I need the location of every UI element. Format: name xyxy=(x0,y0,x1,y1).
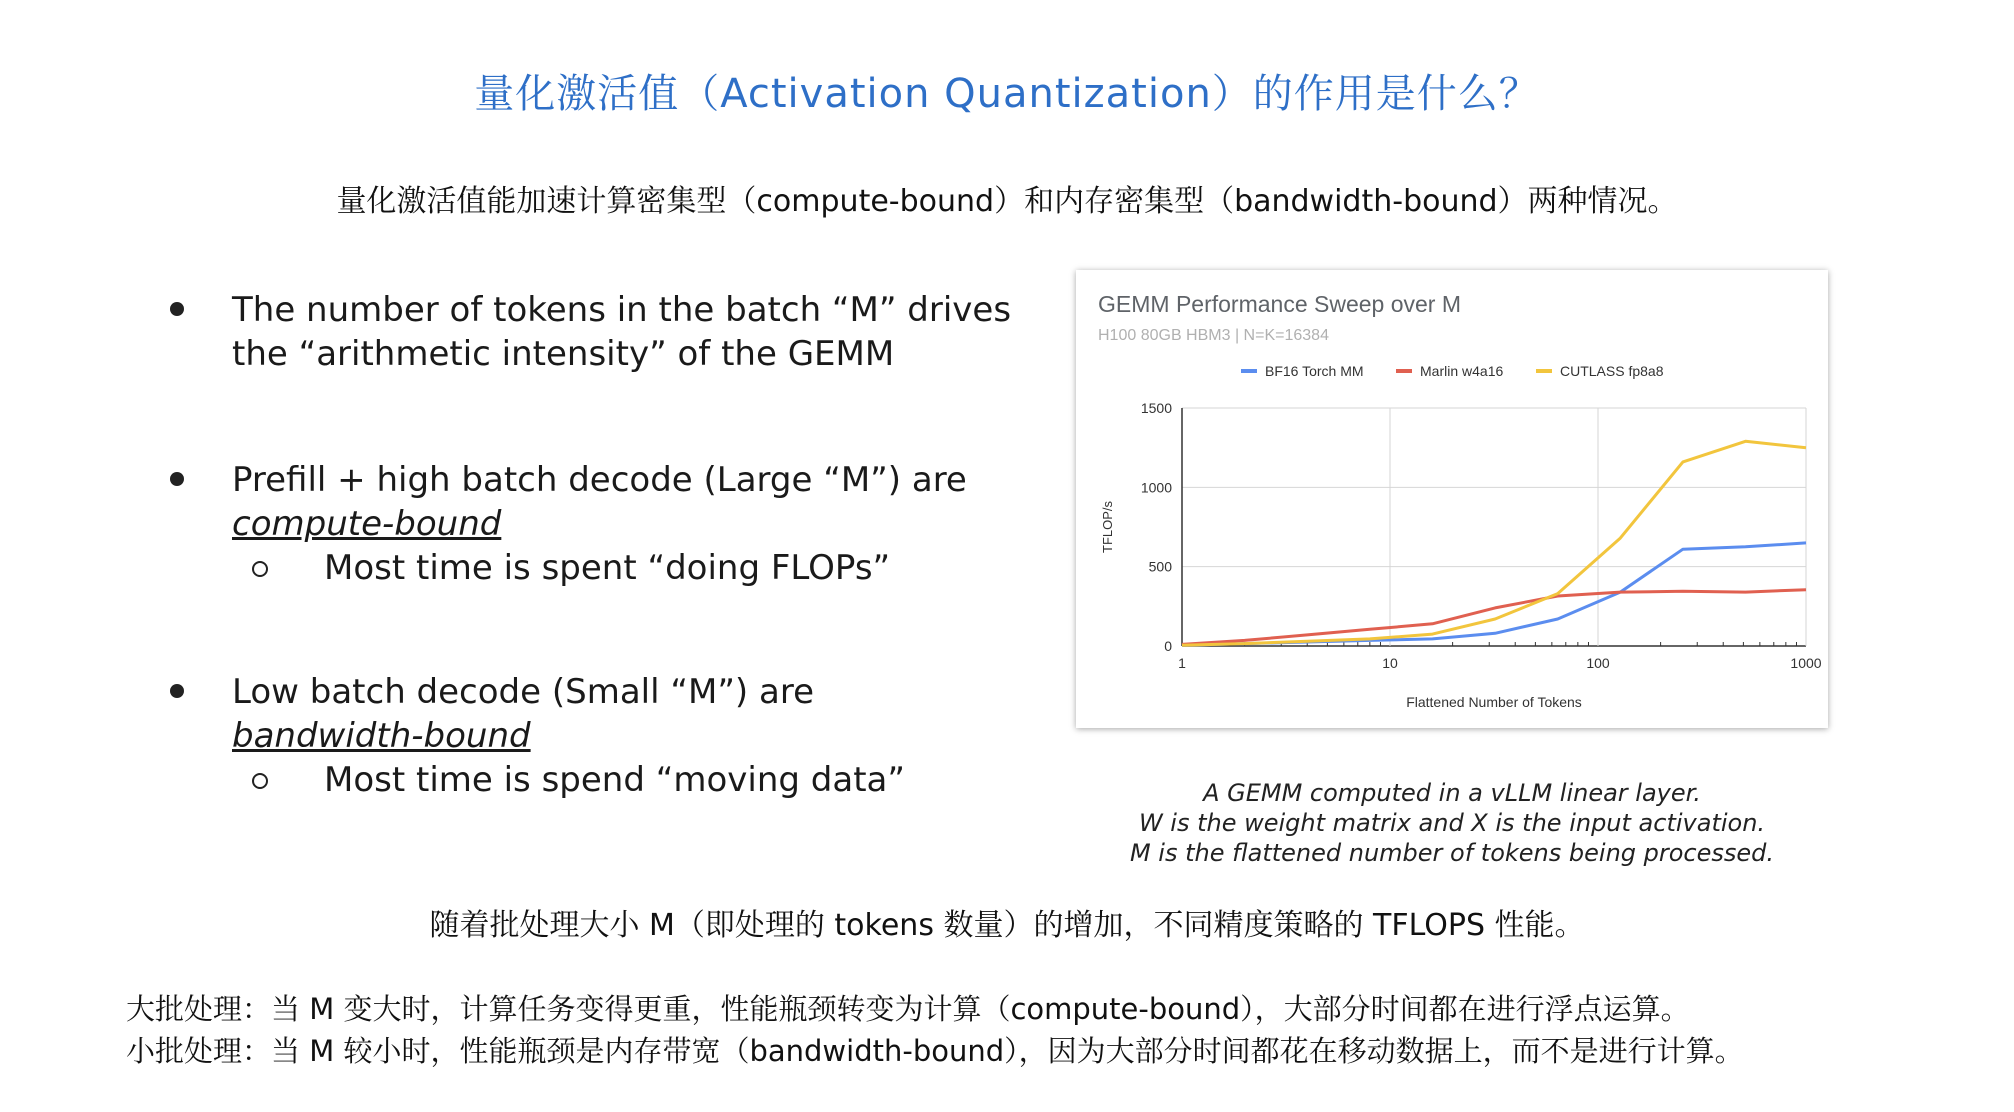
sub-bullet xyxy=(232,546,967,590)
caption-line: M is the flattened number of tokens being processed. xyxy=(1129,839,1775,867)
series-line xyxy=(1182,590,1806,645)
gemm-chart xyxy=(1076,270,1828,728)
bullet-text: The number of tokens in the batch “M” drives the “arithmetic intensity” of the GEMM xyxy=(232,290,1012,374)
legend-label: Marlin w4a16 xyxy=(1420,363,1504,379)
caption-line: W is the weight matrix and X is the input activation. xyxy=(1138,809,1766,837)
y-tick-label: 1500 xyxy=(1140,400,1172,416)
series-line xyxy=(1182,441,1806,645)
y-tick-label: 500 xyxy=(1148,558,1172,575)
figure-caption xyxy=(1076,778,1828,868)
sub-bullet-ring xyxy=(252,561,268,577)
x-axis-label: Flattened Number of Tokens xyxy=(1406,694,1582,710)
caption-line: A GEMM computed in a vLLM linear layer. xyxy=(1203,779,1701,807)
sub-bullet-text: Most time is spend “moving data” xyxy=(324,760,905,800)
y-tick-label: 0 xyxy=(1164,638,1172,654)
y-axis-label: TFLOP/s xyxy=(1100,500,1115,554)
page-subtitle: 量化激活值能加速计算密集型（compute-bound）和内存密集型（bandwidth-bound）两种情况。 xyxy=(336,184,1678,219)
legend-label: CUTLASS fp8a8 xyxy=(1560,363,1664,379)
bullet-item xyxy=(160,288,1040,376)
bullet-dot xyxy=(170,684,184,698)
summary xyxy=(126,988,1986,1072)
bullet-item xyxy=(160,670,905,802)
chart-note: 随着批处理大小 M（即处理的 tokens 数量）的增加，不同精度策略的 TFLOPS 性能。 xyxy=(429,908,1585,943)
bullet-emphasis: compute-bound xyxy=(232,504,502,544)
bullet-dot xyxy=(170,472,184,486)
bullet-text xyxy=(232,458,967,546)
y-tick-label: 1000 xyxy=(1140,479,1172,496)
legend-label: BF16 Torch MM xyxy=(1265,363,1364,379)
summary-line: 大批处理：当 M 变大时，计算任务变得更重，性能瓶颈转变为计算（compute-bound），大部分时间都在进行浮点运算。 xyxy=(126,992,1690,1026)
sub-bullet-text: Most time is spent “doing FLOPs” xyxy=(324,548,891,588)
chart-title: GEMM Performance Sweep over M xyxy=(1098,291,1462,317)
x-tick-label: 100 xyxy=(1586,655,1610,671)
x-tick-label: 1 xyxy=(1178,655,1186,671)
chart-subtitle: H100 80GB HBM3 | N=K=16384 xyxy=(1098,327,1329,344)
bullet-item xyxy=(160,458,967,590)
page-title: 量化激活值（Activation Quantization）的作用是什么？ xyxy=(474,71,1540,117)
sub-bullet-ring xyxy=(252,773,268,789)
bullet-text xyxy=(232,670,905,758)
bullet-emphasis: bandwidth-bound xyxy=(232,716,531,756)
x-tick-label: 10 xyxy=(1382,655,1398,671)
summary-line: 小批处理：当 M 较小时，性能瓶颈是内存带宽（bandwidth-bound），因为大部分时间都花在移动数据上，而不是进行计算。 xyxy=(126,1034,1744,1068)
bullet-text-main: Prefill + high batch decode (Large “M”) are xyxy=(232,460,967,500)
bullet-dot xyxy=(170,302,184,316)
x-tick-label: 1000 xyxy=(1790,655,1822,671)
sub-bullet xyxy=(232,758,905,802)
series-line xyxy=(1182,543,1806,645)
bullet-text-main: Low batch decode (Small “M”) are xyxy=(232,672,814,712)
chart-card xyxy=(1076,270,1828,728)
